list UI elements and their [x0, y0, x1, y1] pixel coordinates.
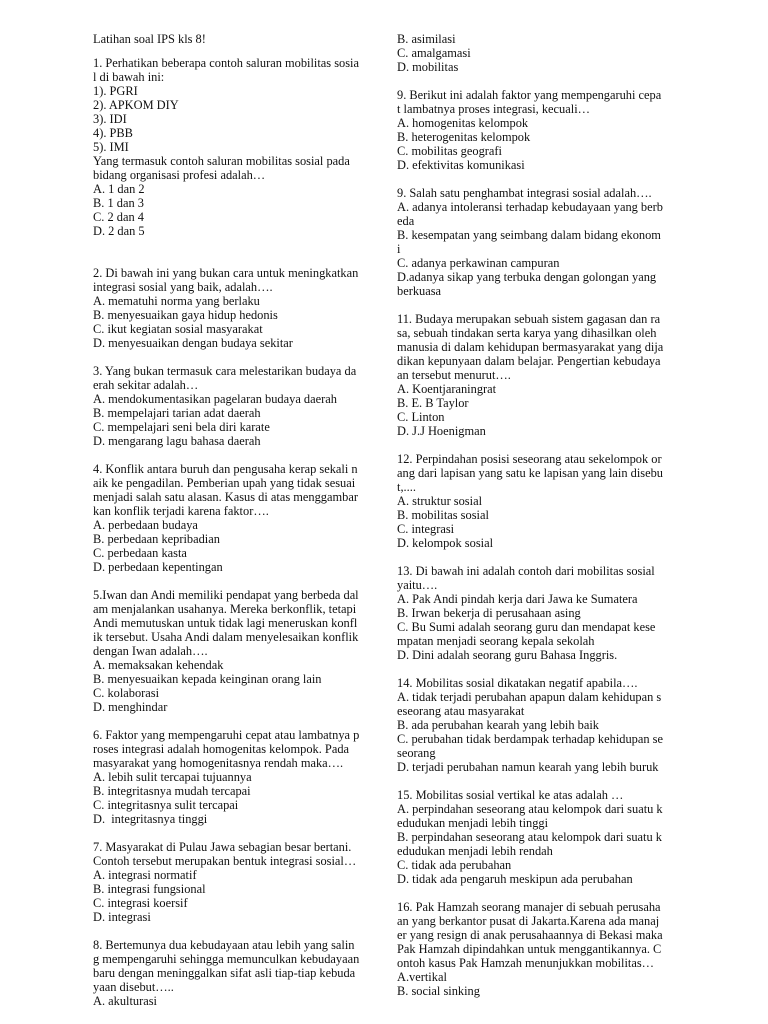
answer-option: C. Bu Sumi adalah seorang guru dan mendapat kese mpatan menjadi seorang kepala sekolah: [397, 620, 656, 648]
question-block: [397, 676, 682, 774]
answer-option: B. Irwan bekerja di perusahaan asing: [397, 606, 581, 620]
answer-option: A. Koentjaraningrat: [397, 382, 497, 396]
answer-option: D. mobilitas: [397, 60, 459, 74]
answer-option: C. amalgamasi: [397, 46, 471, 60]
question-block: [93, 364, 375, 448]
answer-option: D. perbedaan kepentingan: [93, 560, 223, 574]
answer-option: B. heterogenitas kelompok: [397, 130, 531, 144]
question-text: 14. Mobilitas sosial dikatakan negatif apabila….: [397, 676, 638, 690]
answer-option: C. adanya perkawinan campuran: [397, 256, 560, 270]
answer-option: D. menghindar: [93, 700, 168, 714]
question-block: [93, 462, 375, 574]
answer-option: C. 2 dan 4: [93, 210, 144, 224]
answer-option: A. memaksakan kehendak: [93, 658, 224, 672]
answer-option: B. integrasi fungsional: [93, 882, 206, 896]
answer-option: B. ada perubahan kearah yang lebih baik: [397, 718, 599, 732]
answer-option: D. terjadi perubahan namun kearah yang lebih buruk: [397, 760, 659, 774]
answer-option: D. Dini adalah seorang guru Bahasa Inggris.: [397, 648, 618, 662]
answer-option: A. homogenitas kelompok: [397, 116, 529, 130]
question-block: [93, 588, 375, 714]
answer-option: A. Pak Andi pindah kerja dari Jawa ke Sumatera: [397, 592, 638, 606]
question-block: [93, 938, 375, 1008]
question-block: [397, 186, 682, 298]
answer-option: D. menyesuaikan dengan budaya sekitar: [93, 336, 293, 350]
answer-option: A. mematuhi norma yang berlaku: [93, 294, 260, 308]
answer-option: B. social sinking: [397, 984, 480, 998]
answer-option: C. ikut kegiatan sosial masyarakat: [93, 322, 263, 336]
answer-option: C. kolaborasi: [93, 686, 160, 700]
question-block: [93, 840, 375, 924]
question-text: 4. Konflik antara buruh dan pengusaha kerap sekali n aik ke pengadilan. Pemberian upah yang tidak sesuai menjadi salah satu alasan. Kasus di atas menggambar kan konflik terjadi karena faktor….: [93, 462, 358, 518]
answer-option: B. mempelajari tarian adat daerah: [93, 406, 261, 420]
question-block: [93, 266, 375, 350]
answer-option: B. menyesuaikan kepada keinginan orang lain: [93, 672, 322, 686]
question-text: 1. Perhatikan beberapa contoh saluran mobilitas sosia l di bawah ini: 1). PGRI 2). APKOM DIY 3). IDI 4). PBB 5). IMI Yang termasuk contoh saluran mobilitas sosial pada bidang organisasi profesi adalah…: [93, 56, 359, 182]
question-block: [397, 452, 682, 550]
answer-option: D. kelompok sosial: [397, 536, 494, 550]
question-text: 8. Bertemunya dua kebudayaan atau lebih yang salin g mempengaruhi sehingga memunculkan kebudayaan baru dengan meninggalkan sifat asli tiap-tiap kebuda yaan disebut…..: [93, 938, 360, 994]
answer-option: A. perpindahan seseorang atau kelompok dari suatu k edudukan menjadi lebih tinggi: [397, 802, 663, 830]
answer-option: A. akulturasi: [93, 994, 158, 1008]
question-text: 9. Salah satu penghambat integrasi sosial adalah….: [397, 186, 652, 200]
right-question-list: [397, 32, 682, 998]
question-block: [397, 564, 682, 662]
question-text: 12. Perpindahan posisi seseorang atau sekelompok or ang dari lapisan yang satu ke lapisan yang lain disebu t,....: [397, 452, 663, 494]
answer-option: B. 1 dan 3: [93, 196, 144, 210]
question-block: [397, 900, 682, 998]
question-text: 5.Iwan dan Andi memiliki pendapat yang berbeda dal am menjalankan usahanya. Mereka berkonflik, tetapi Andi memutuskan untuk tidak lagi meneruskan konfl ik tersebut. Usaha Andi dalam menyelesaikan konflik dengan Iwan adalah….: [93, 588, 359, 658]
question-text: 9. Berikut ini adalah faktor yang mempengaruhi cepa t lambatnya proses integrasi, kecuali…: [397, 88, 662, 116]
question-block: [397, 788, 682, 886]
question-block: [93, 728, 375, 826]
answer-option: A. 1 dan 2: [93, 182, 145, 196]
question-block: [397, 32, 682, 74]
answer-option: A. struktur sosial: [397, 494, 483, 508]
answer-option: C. integritasnya sulit tercapai: [93, 798, 239, 812]
left-column: [93, 32, 375, 1008]
document-title: Latihan soal IPS kls 8!: [93, 32, 206, 46]
answer-option: C. Linton: [397, 410, 445, 424]
answer-option: A. adanya intoleransi terhadap kebudayaan yang berb eda: [397, 200, 663, 228]
question-block: [93, 56, 375, 238]
answer-option: D. integritasnya tinggi: [93, 812, 208, 826]
answer-option: B. kesempatan yang seimbang dalam bidang ekonom i: [397, 228, 661, 256]
question-text: 2. Di bawah ini yang bukan cara untuk meningkatkan integrasi sosial yang baik, adalah….: [93, 266, 359, 294]
answer-option: A. mendokumentasikan pagelaran budaya daerah: [93, 392, 337, 406]
question-text: 3. Yang bukan termasuk cara melestarikan budaya da erah sekitar adalah…: [93, 364, 357, 392]
answer-option: C. perubahan tidak berdampak terhadap kehidupan se seorang: [397, 732, 663, 760]
answer-option: D.adanya sikap yang terbuka dengan golongan yang berkuasa: [397, 270, 657, 298]
answer-option: C. integrasi: [397, 522, 455, 536]
answer-option: B. perpindahan seseorang atau kelompok dari suatu k edudukan menjadi lebih rendah: [397, 830, 662, 858]
question-block: [397, 88, 682, 172]
answer-option: D. 2 dan 5: [93, 224, 145, 238]
answer-option: D. J.J Hoenigman: [397, 424, 486, 438]
answer-option: C. tidak ada perubahan: [397, 858, 512, 872]
answer-option: A. perbedaan budaya: [93, 518, 198, 532]
answer-option: D. mengarang lagu bahasa daerah: [93, 434, 261, 448]
answer-option: D. efektivitas komunikasi: [397, 158, 525, 172]
question-text: 13. Di bawah ini adalah contoh dari mobilitas sosial yaitu….: [397, 564, 655, 592]
answer-option: A.vertikal: [397, 970, 447, 984]
question-text: 11. Budaya merupakan sebuah sistem gagasan dan ra sa, sebuah tindakan serta karya yang dihasilkan oleh manusia di dalam kehidupan bermasyarakat yang dija dikan kepunyaan dalam belajar. Pengertian kebudaya an tersebut menurut….: [397, 312, 664, 382]
answer-option: A. lebih sulit tercapai tujuannya: [93, 770, 252, 784]
answer-option: B. mobilitas sosial: [397, 508, 489, 522]
answer-option: C. mobilitas geografi: [397, 144, 502, 158]
question-text: 7. Masyarakat di Pulau Jawa sebagian besar bertani. Contoh tersebut merupakan bentuk integrasi sosial…: [93, 840, 357, 868]
question-text: 15. Mobilitas sosial vertikal ke atas adalah …: [397, 788, 624, 802]
answer-option: B. perbedaan kepribadian: [93, 532, 220, 546]
answer-option: B. E. B Taylor: [397, 396, 469, 410]
answer-option: A. integrasi normatif: [93, 868, 197, 882]
answer-option: C. integrasi koersif: [93, 896, 188, 910]
right-column: [397, 32, 682, 998]
answer-option: B. integritasnya mudah tercapai: [93, 784, 251, 798]
answer-option: B. asimilasi: [397, 32, 456, 46]
question-text: 6. Faktor yang mempengaruhi cepat atau lambatnya p roses integrasi adalah homogenitas kelompok. Pada masyarakat yang homogenitasnya rendah maka….: [93, 728, 360, 770]
answer-option: C. perbedaan kasta: [93, 546, 187, 560]
question-text: 16. Pak Hamzah seorang manajer di sebuah perusaha an yang berkantor pusat di Jakarta.Karena ada manaj er yang resign di anak perusahaannya di Bekasi maka Pak Hamzah dipindahkan untuk menggantikannya. C ontoh kasus Pak Hamzah menunjukkan mobilitas…: [397, 900, 663, 970]
answer-option: B. menyesuaikan gaya hidup hedonis: [93, 308, 278, 322]
answer-option: D. integrasi: [93, 910, 151, 924]
answer-option: A. tidak terjadi perubahan apapun dalam kehidupan s eseorang atau masyarakat: [397, 690, 662, 718]
answer-option: C. mempelajari seni bela diri karate: [93, 420, 270, 434]
answer-option: D. tidak ada pengaruh meskipun ada perubahan: [397, 872, 633, 886]
question-block: [397, 312, 682, 438]
left-question-list: [93, 56, 375, 1008]
